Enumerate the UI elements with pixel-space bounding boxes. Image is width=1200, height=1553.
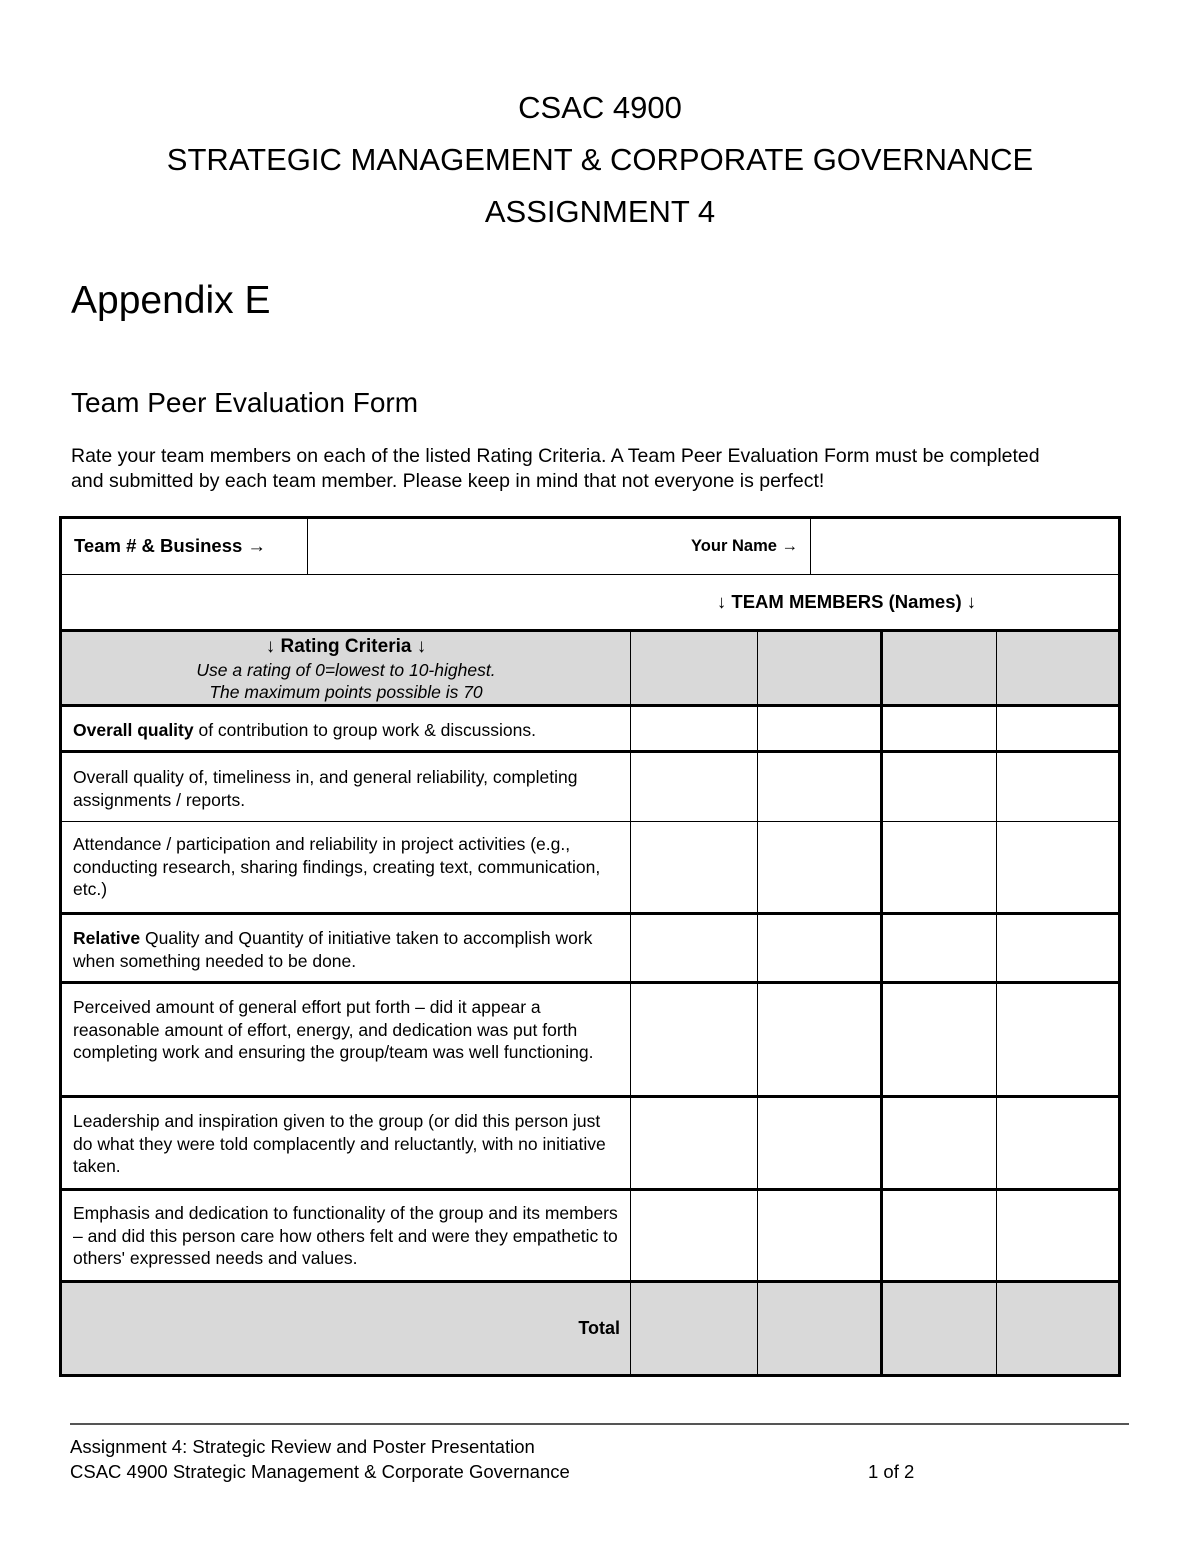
criterion-4-text: Quality and Quantity of initiative taken to accomplish work when something needed to be done.	[73, 928, 593, 971]
score-cell[interactable]	[997, 1097, 1120, 1190]
criterion-1	[61, 706, 631, 752]
member-name-cell-3[interactable]	[882, 631, 997, 706]
form-title: Team Peer Evaluation Form	[71, 387, 419, 418]
score-cell[interactable]	[631, 706, 758, 752]
score-cell[interactable]	[997, 1190, 1120, 1282]
total-label: Total	[61, 1282, 631, 1376]
score-cell[interactable]	[997, 822, 1120, 914]
course-title: STRATEGIC MANAGEMENT & CORPORATE GOVERNANCE	[166, 142, 1034, 177]
score-cell[interactable]	[882, 822, 997, 914]
intro-paragraph: Rate your team members on each of the listed Rating Criteria. A Team Peer Evaluation Form must be completed and submitted by each team member. Please keep in mind that not everyone is perfect!	[71, 445, 1040, 492]
team-info-row	[61, 518, 1120, 575]
criteria-row	[61, 1190, 1120, 1282]
score-cell[interactable]	[997, 752, 1120, 822]
score-cell[interactable]	[758, 983, 882, 1097]
score-cell[interactable]	[882, 1190, 997, 1282]
team-members-label: ↓ TEAM MEMBERS (Names) ↓	[717, 590, 977, 612]
criterion-2-text: Overall quality of, timeliness in, and general reliability, completing assignments / reports.	[73, 767, 578, 810]
criterion-3-text: Attendance / participation and reliability in project activities (e.g., conducting research, sharing findings, creating text, communication, etc.)	[73, 834, 601, 899]
score-cell[interactable]	[631, 983, 758, 1097]
score-cell[interactable]	[758, 706, 882, 752]
rating-instruction-1: Use a rating of 0=lowest to 10-highest.	[196, 660, 496, 680]
footer-line-1: Assignment 4: Strategic Review and Poster Presentation	[70, 1436, 535, 1457]
total-cell[interactable]	[882, 1282, 997, 1376]
peer-evaluation-table	[59, 516, 1121, 1377]
appendix-heading: Appendix E	[71, 279, 271, 322]
criteria-row	[61, 752, 1120, 822]
team-business-label: Team # & Business →	[62, 519, 308, 574]
document-header	[0, 82, 1200, 238]
page-footer	[70, 1434, 1129, 1484]
total-cell[interactable]	[758, 1282, 882, 1376]
criterion-2	[61, 752, 631, 822]
score-cell[interactable]	[997, 983, 1120, 1097]
criteria-row	[61, 706, 1120, 752]
score-cell[interactable]	[631, 752, 758, 822]
criterion-1-bold: Overall quality	[73, 720, 194, 740]
score-cell[interactable]	[997, 706, 1120, 752]
member-name-cell-1[interactable]	[631, 631, 758, 706]
score-cell[interactable]	[758, 752, 882, 822]
assignment-title: ASSIGNMENT 4	[484, 194, 716, 229]
your-name-field[interactable]	[811, 519, 1118, 574]
score-cell[interactable]	[997, 914, 1120, 983]
footer-divider	[70, 1423, 1129, 1425]
criterion-6-text: Leadership and inspiration given to the group (or did this person just do what they were told complacently and reluctantly, with no initiative taken.	[73, 1111, 606, 1176]
score-cell[interactable]	[882, 914, 997, 983]
rating-criteria-label: ↓ Rating Criteria ↓	[265, 636, 427, 657]
criterion-7	[61, 1190, 631, 1282]
criterion-3	[61, 822, 631, 914]
criteria-row	[61, 822, 1120, 914]
criterion-5	[61, 983, 631, 1097]
total-row	[61, 1282, 1120, 1376]
criterion-1-text: of contribution to group work & discussions.	[193, 720, 537, 740]
total-cell[interactable]	[997, 1282, 1120, 1376]
criteria-row	[61, 1097, 1120, 1190]
criterion-4	[61, 914, 631, 983]
member-name-cell-4[interactable]	[997, 631, 1120, 706]
criterion-5-text: Perceived amount of general effort put forth – did it appear a reasonable amount of effort, energy, and dedication was put forth completing work and ensuring the group/team was well functioning.	[73, 997, 594, 1062]
member-name-cell-2[interactable]	[758, 631, 882, 706]
page-number: 1 of 2	[868, 1461, 915, 1482]
score-cell[interactable]	[882, 983, 997, 1097]
criterion-4-bold: Relative	[73, 928, 141, 948]
score-cell[interactable]	[758, 1097, 882, 1190]
rating-instruction-2: The maximum points possible is 70	[209, 682, 483, 702]
criterion-6	[61, 1097, 631, 1190]
score-cell[interactable]	[631, 914, 758, 983]
course-code: CSAC 4900	[518, 90, 682, 125]
score-cell[interactable]	[631, 822, 758, 914]
your-name-label: Your Name →	[308, 519, 811, 574]
score-cell[interactable]	[882, 1097, 997, 1190]
total-cell[interactable]	[631, 1282, 758, 1376]
rating-criteria-header	[61, 631, 631, 706]
score-cell[interactable]	[758, 822, 882, 914]
team-members-row	[61, 575, 1120, 631]
score-cell[interactable]	[882, 752, 997, 822]
score-cell[interactable]	[631, 1190, 758, 1282]
score-cell[interactable]	[882, 706, 997, 752]
score-cell[interactable]	[758, 1190, 882, 1282]
score-cell[interactable]	[631, 1097, 758, 1190]
criterion-7-text: Emphasis and dedication to functionality of the group and its members – and did this person care how others felt and were they empathetic to others' expressed needs and values.	[73, 1203, 618, 1268]
score-cell[interactable]	[758, 914, 882, 983]
footer-line-2: CSAC 4900 Strategic Management & Corporate Governance	[70, 1461, 570, 1482]
criteria-row	[61, 983, 1120, 1097]
criteria-row	[61, 914, 1120, 983]
